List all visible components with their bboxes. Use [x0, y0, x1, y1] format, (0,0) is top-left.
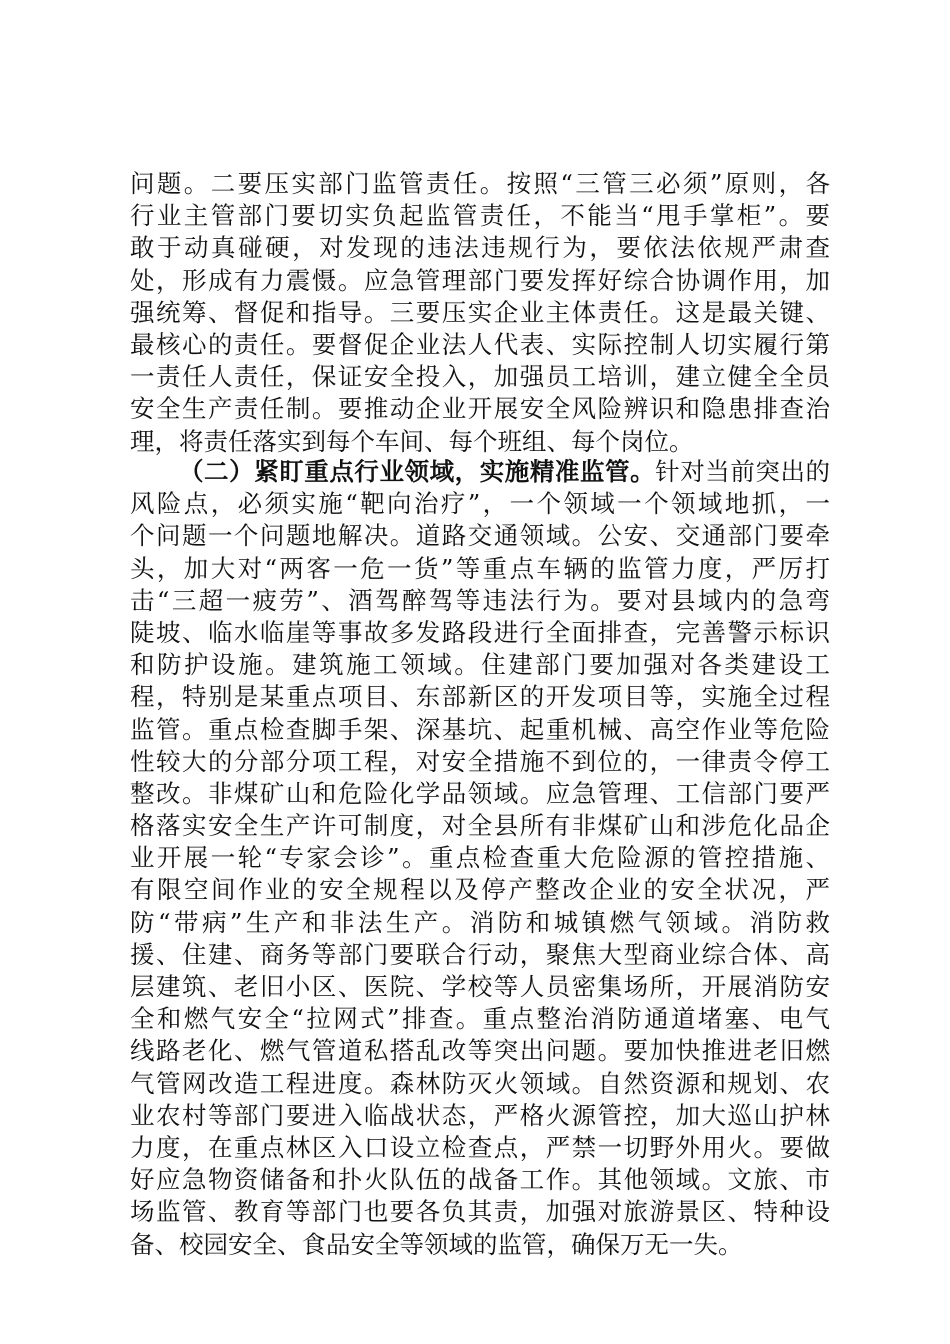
- text-line: 业开展一轮“专家会诊”。重点检查重大危险源的管控措施、: [130, 843, 830, 873]
- text-line: 防“带病”生产和非法生产。消防和城镇燃气领域。消防救: [130, 907, 830, 937]
- text-line: 援、住建、商务等部门要联合行动，聚焦大型商业综合体、高: [130, 939, 830, 969]
- text-line: 击“三超一疲劳”、酒驾醉驾等违法行为。要对县域内的急弯: [130, 585, 830, 615]
- text-line: 陡坡、临水临崖等事故多发路段进行全面排查，完善警示标识: [130, 617, 830, 647]
- text-line: 场监管、教育等部门也要各负其责，加强对旅游景区、特种设: [130, 1197, 830, 1227]
- text-line: 好应急物资储备和扑火队伍的战备工作。其他领域。文旅、市: [130, 1165, 830, 1195]
- text-line: 个问题一个问题地解决。道路交通领域。公安、交通部门要牵: [130, 521, 830, 551]
- text-line: 处，形成有力震慑。应急管理部门要发挥好综合协调作用，加: [130, 265, 830, 295]
- text-line: 性较大的分部分项工程，对安全措施不到位的，一律责令停工: [130, 746, 830, 776]
- text-line: 理，将责任落实到每个车间、每个班组、每个岗位。: [130, 426, 694, 456]
- text-line: 一责任人责任，保证安全投入，加强员工培训，建立健全全员: [130, 362, 830, 392]
- text-line: 备、校园安全、食品安全等领域的监管，确保万无一失。: [130, 1229, 743, 1259]
- text-line: 强统筹、督促和指导。三要压实企业主体责任。这是最关键、: [130, 297, 830, 327]
- text-line: 全和燃气安全“拉网式”排查。重点整治消防通道堵塞、电气: [130, 1004, 830, 1034]
- text-line: 有限空间作业的安全规程以及停产整改企业的安全状况，严: [130, 875, 830, 905]
- text-line: 气管网改造工程进度。森林防灭火领域。自然资源和规划、农: [130, 1068, 830, 1098]
- paragraph-key-industries: [130, 456, 830, 1261]
- text-line: 业农村等部门要进入临战状态，严格火源管控，加大巡山护林: [130, 1100, 830, 1130]
- text-line: 程，特别是某重点项目、东部新区的开发项目等，实施全过程: [130, 682, 830, 712]
- text-line: 问题。二要压实部门监管责任。按照“三管三必须”原则，各: [130, 169, 830, 198]
- text-line: 力度，在重点林区入口设立检查点，严禁一切野外用火。要做: [130, 1132, 830, 1162]
- text-line: 和防护设施。建筑施工领域。住建部门要加强对各类建设工: [130, 650, 830, 680]
- section-heading: （二）紧盯重点行业领域，实施精准监管。: [179, 457, 656, 486]
- text-line: 安全生产责任制。要推动企业开展安全风险辨识和隐患排查治: [130, 394, 830, 424]
- text-line: 层建筑、老旧小区、医院、学校等人员密集场所，开展消防安: [130, 972, 830, 1001]
- text-fragment: 针对当前突出的: [655, 457, 830, 486]
- paragraph-responsibility: [130, 168, 830, 458]
- text-line: 线路老化、燃气管道私搭乱改等突出问题。要加快推进老旧燃: [130, 1036, 830, 1066]
- text-line: 敢于动真碰硬，对发现的违法违规行为，要依法依规严肃查: [130, 233, 830, 263]
- text-line: 格落实安全生产许可制度，对全县所有非煤矿山和涉危化品企: [130, 811, 830, 841]
- text-line: 行业主管部门要切实负起监管责任，不能当“甩手掌柜”。要: [130, 201, 830, 231]
- text-line: 最核心的责任。要督促企业法人代表、实际控制人切实履行第: [130, 329, 830, 359]
- paragraph-first-line: [130, 456, 830, 488]
- text-line: 头，加大对“两客一危一货”等重点车辆的监管力度，严厉打: [130, 553, 830, 583]
- text-line: 监管。重点检查脚手架、深基坑、起重机械、高空作业等危险: [130, 714, 830, 744]
- text-line: 风险点，必须实施“靶向治疗”，一个领域一个领域地抓，一: [130, 489, 830, 519]
- text-line: 整改。非煤矿山和危险化学品领域。应急管理、工信部门要严: [130, 778, 830, 808]
